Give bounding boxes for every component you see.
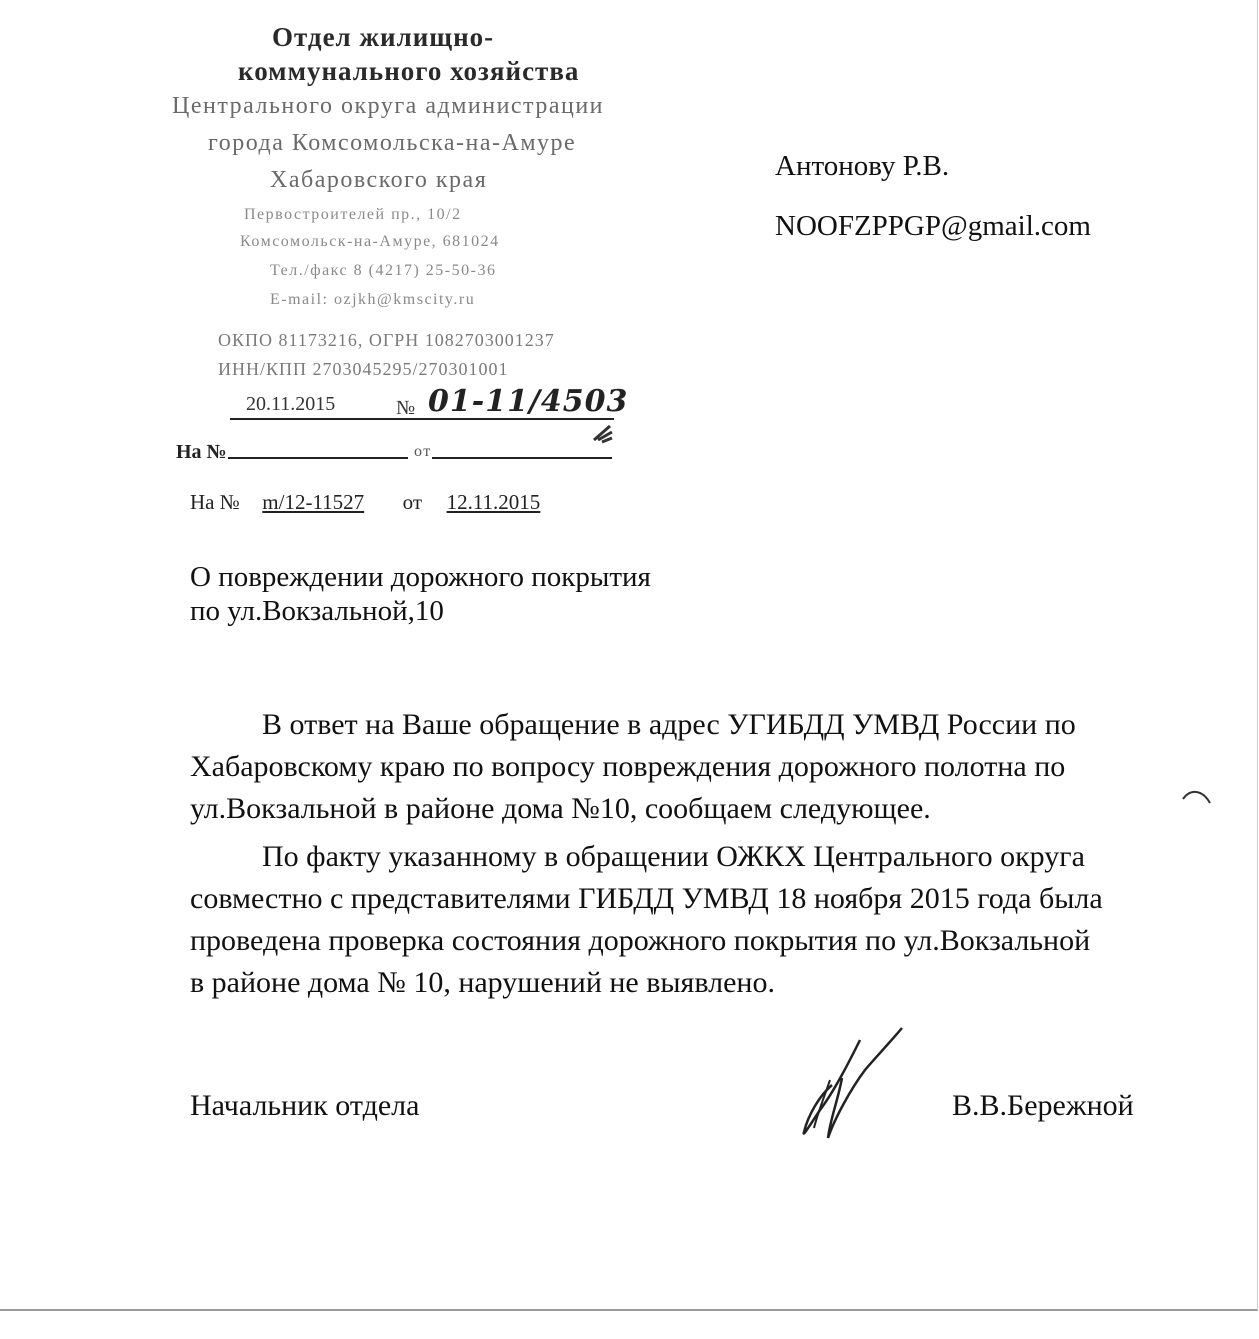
letterhead-postal: Комсомольск-на-Амуре, 681024	[240, 233, 500, 250]
letterhead-address: Первостроителей пр., 10/2	[244, 206, 462, 223]
letterhead-number-label: №	[396, 397, 416, 419]
reference-number: m/12-11527	[262, 490, 365, 514]
date-number-underline	[230, 418, 614, 420]
reference-line	[190, 490, 540, 515]
letterhead-district: Центрального округа администрации	[172, 93, 605, 119]
reference-ot-label: от	[402, 490, 423, 514]
letterhead-ot-label: от	[414, 443, 432, 460]
letterhead-city: города Комсомольска-на-Амуре	[208, 130, 577, 156]
handwritten-outgoing-number: 01-11/4503	[428, 384, 629, 419]
letterhead-email: E-mail: ozjkh@kmscity.ru	[270, 291, 476, 308]
reference-date: 12.11.2015	[446, 490, 541, 514]
body-paragraph-1: В ответ на Ваше обращение в адрес УГИБДД УМВД России по Хабаровскому краю по вопросу повреждения дорожного полотна по ул.Вокзальной в районе дома №10, сообщаем следующее.	[190, 708, 1076, 825]
letterhead-inn-kpp: ИНН/КПП 2703045295/270301001	[218, 359, 509, 379]
letterhead-phone: Тел./факс 8 (4217) 25-50-36	[270, 262, 497, 279]
addressee-name: Антонову Р.В.	[775, 150, 950, 182]
letterhead-title: Отдел жилищно-	[272, 22, 495, 52]
letterhead-region: Хабаровского края	[270, 167, 488, 193]
letterhead-subtitle: коммунального хозяйства	[238, 56, 580, 86]
signatory-name: В.В.Бережной	[952, 1089, 1134, 1122]
na-number-blank	[228, 457, 408, 459]
letterhead-okpo-ogrn: ОКПО 81173216, ОГРН 1082703001237	[218, 330, 555, 350]
ot-date-blank	[432, 457, 612, 459]
signatory-position: Начальник отдела	[190, 1089, 420, 1122]
letterhead-date: 20.11.2015	[246, 393, 336, 415]
subject-line-2: по ул.Вокзальной,10	[190, 595, 444, 627]
reference-na-label: На №	[190, 490, 240, 514]
addressee-email: NOOFZPPGP@gmail.com	[775, 210, 1091, 242]
handwritten-signature	[790, 1020, 910, 1145]
scan-artifact-mark	[1180, 785, 1214, 809]
letterhead-na-label: На №	[176, 441, 227, 463]
subject-line-1: О повреждении дорожного покрытия	[190, 561, 651, 593]
body-paragraph-2: По факту указанному в обращении ОЖКХ Центрального округа совместно с представителями ГИБДД УМВД 18 ноября 2015 года была проведена проверка состояния дорожного покрытия по ул.Вокзальной в районе дома № 10, нарушений не выявлено.	[190, 840, 1103, 999]
stamp-corner-mark	[590, 422, 614, 444]
